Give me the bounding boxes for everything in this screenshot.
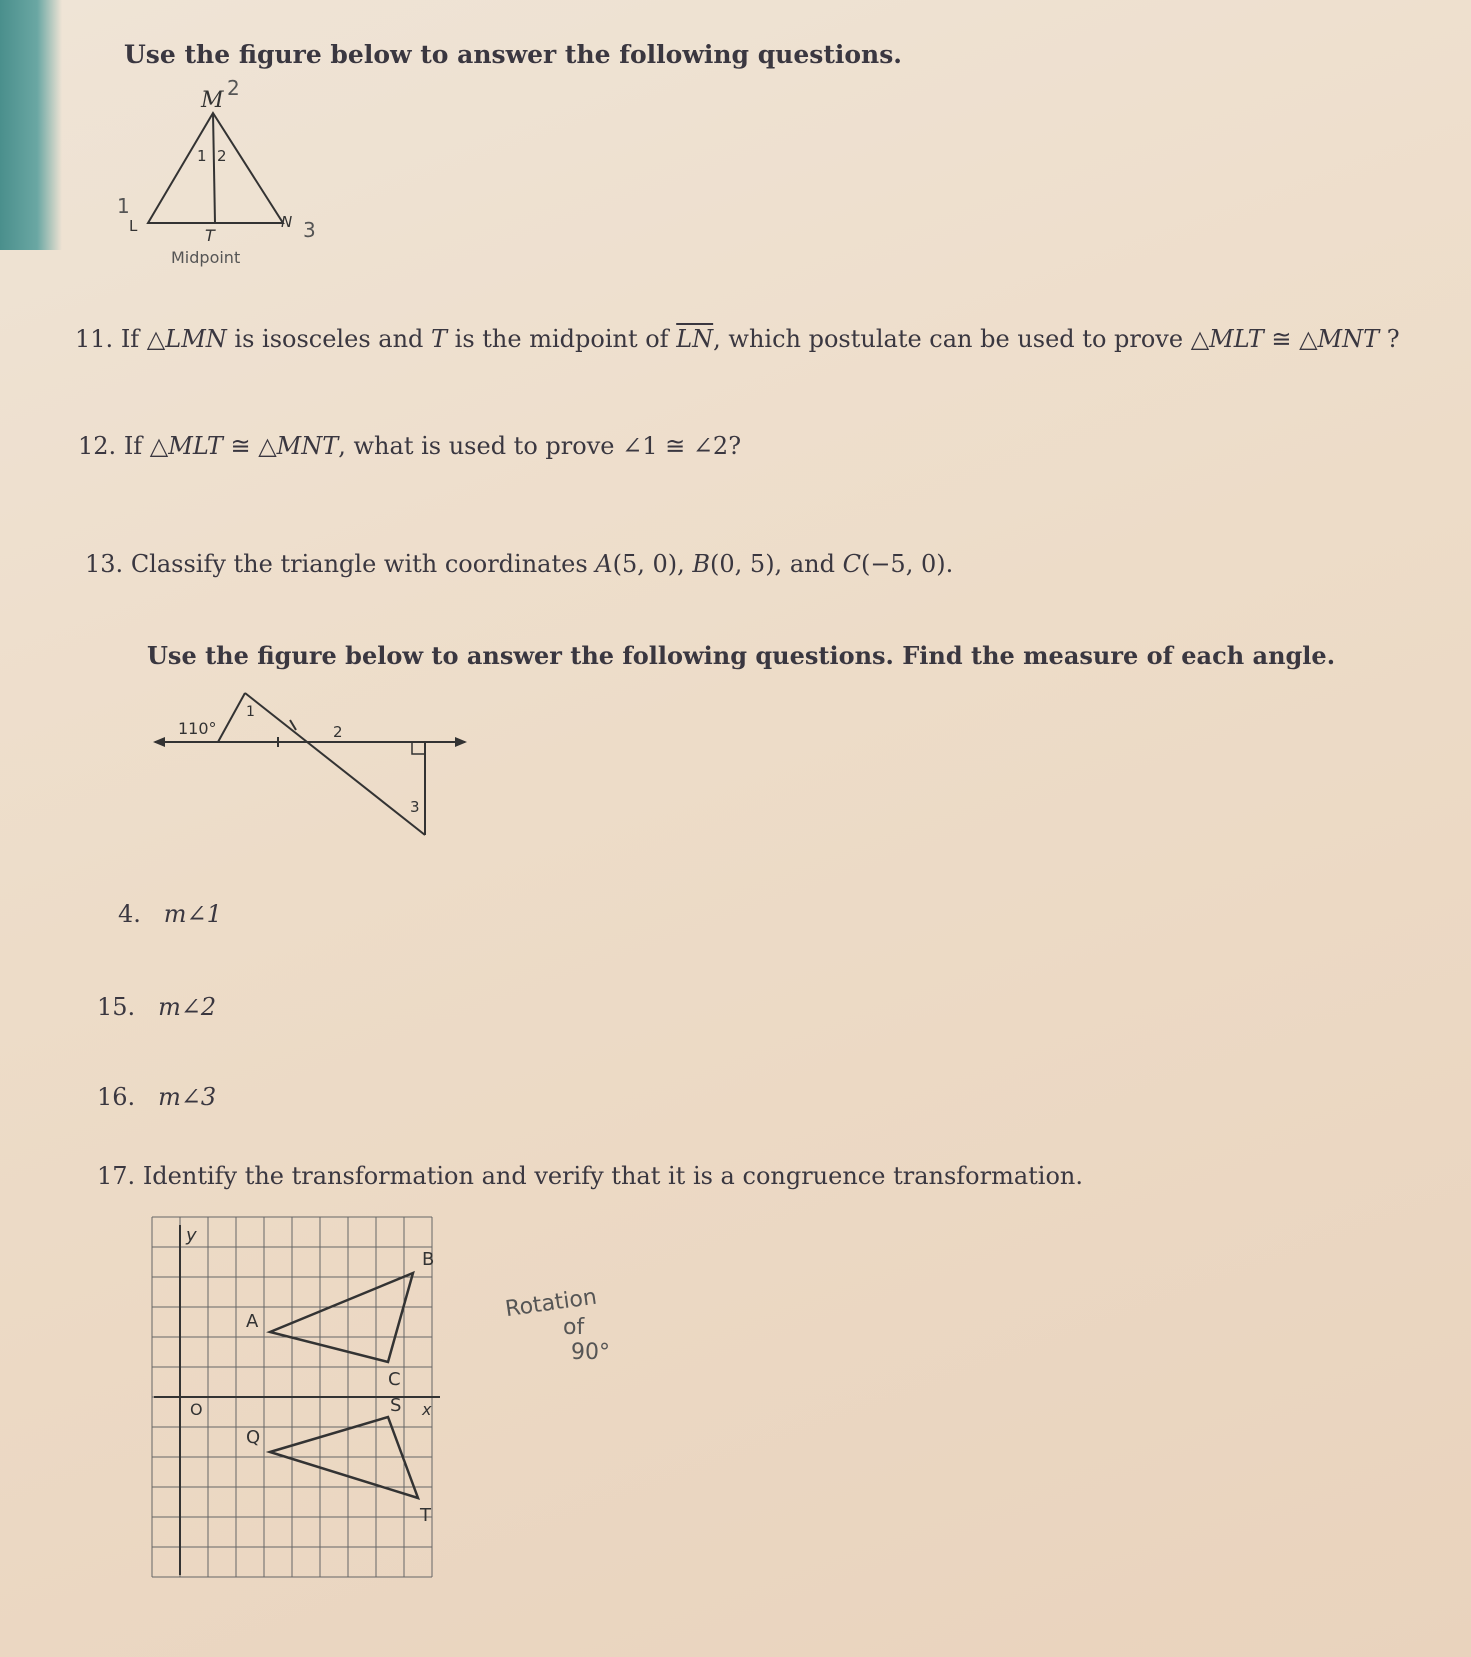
- hand-answer-line-2: of: [563, 1315, 585, 1340]
- vertex-label-n: N: [281, 213, 293, 231]
- right-angle-marker: [412, 742, 425, 754]
- instructions-heading-1: Use the figure below to answer the following questions.: [124, 40, 903, 69]
- q13-text: (0, 5), and: [710, 550, 843, 578]
- q11-text: ≅ △: [1263, 325, 1318, 353]
- angle-expression: m∠3: [158, 1083, 217, 1111]
- point-label-t: T: [205, 226, 215, 245]
- median-mt: [213, 113, 215, 223]
- transversal-segment: [245, 693, 425, 835]
- question-number: 12.: [78, 432, 117, 460]
- question-number: 13.: [85, 550, 124, 578]
- question-17-text: Identify the transformation and verify that it is a congruence transformation.: [142, 1162, 1083, 1190]
- question-15: [97, 993, 216, 1021]
- hand-midpoint-note: Midpoint: [171, 248, 241, 267]
- vertex-label-t: T: [420, 1505, 431, 1526]
- question-number: 17.: [97, 1162, 136, 1190]
- angle-label-1: 1: [197, 147, 207, 165]
- vertex-label-s: S: [390, 1395, 402, 1416]
- question-number: 11.: [75, 325, 114, 353]
- axis-label-x: x: [422, 1400, 432, 1419]
- q13-text: (−5, 0).: [860, 550, 954, 578]
- q13-text: Classify the triangle with coordinates: [130, 550, 596, 578]
- vertex-label-c: C: [388, 1369, 401, 1390]
- angle-label-1: 1: [246, 704, 255, 720]
- q11-var: LMN: [165, 325, 227, 353]
- triangle-lmn-figure: [105, 75, 345, 285]
- q11-text: If △: [120, 325, 166, 353]
- q12-text: If △: [123, 432, 169, 460]
- hand-answer-line-1: Rotation: [503, 1284, 599, 1323]
- hand-label-1-left: 1: [117, 194, 130, 218]
- angle-label-2: 2: [217, 147, 227, 165]
- triangle-abc: [270, 1273, 413, 1362]
- question-11: [75, 325, 1400, 353]
- vertex-label-m: M: [201, 88, 224, 113]
- vertex-label-q: Q: [246, 1427, 261, 1448]
- q13-text: (5, 0),: [612, 550, 693, 578]
- q12-text: ≅ △: [222, 432, 277, 460]
- slanted-segment-left: [218, 693, 245, 742]
- instructions-heading-2: Use the figure below to answer the following questions. Find the measure of each angle.: [147, 641, 1336, 670]
- hand-answer-line-3: 90°: [571, 1340, 610, 1365]
- q12-text: , what is used to prove ∠1 ≅ ∠2?: [338, 432, 742, 460]
- arrow-right: [455, 737, 467, 747]
- origin-label: O: [190, 1400, 203, 1419]
- angle-figure: [150, 690, 480, 850]
- arrow-left: [153, 737, 165, 747]
- q11-text: is isosceles and: [226, 325, 432, 353]
- angle-expression: m∠1: [163, 900, 222, 928]
- q11-var: MNT: [1317, 325, 1380, 353]
- hand-label-3-right: 3: [303, 218, 316, 242]
- axis-label-y: y: [186, 1225, 197, 1246]
- angle-label-3: 3: [410, 798, 420, 816]
- segment-ln: $\overline{LN}$: [676, 325, 714, 353]
- angle-110-label: 110°: [178, 719, 217, 738]
- hand-label-2-top: 2: [227, 76, 240, 100]
- question-13: [85, 550, 953, 578]
- q12-var: MLT: [168, 432, 223, 460]
- question-number: 15.: [97, 993, 136, 1021]
- question-14: [118, 900, 222, 928]
- photo-edge-strip: [0, 0, 62, 250]
- q11-var: MLT: [1209, 325, 1264, 353]
- question-number: 4.: [118, 900, 141, 928]
- q11-text: is the midpoint of: [447, 325, 677, 353]
- coordinate-grid: [150, 1215, 450, 1585]
- vertex-label-a: A: [246, 1311, 259, 1332]
- q11-text: ?: [1379, 325, 1400, 353]
- angle-label-2: 2: [333, 723, 343, 741]
- angle-expression: m∠2: [158, 993, 217, 1021]
- q13-var: B: [692, 550, 711, 578]
- vertex-label-l: L: [129, 217, 138, 235]
- q11-text: , which postulate can be used to prove △: [713, 325, 1210, 353]
- question-number: 16.: [97, 1083, 136, 1111]
- q13-var: C: [842, 550, 861, 578]
- handwritten-answer: [503, 1284, 610, 1365]
- q12-var: MNT: [276, 432, 339, 460]
- vertex-label-b: B: [422, 1249, 435, 1270]
- q11-var: T: [431, 325, 448, 353]
- question-12: [78, 432, 741, 460]
- q13-var: A: [595, 550, 613, 578]
- question-17: [97, 1162, 1083, 1190]
- question-16: [97, 1083, 216, 1111]
